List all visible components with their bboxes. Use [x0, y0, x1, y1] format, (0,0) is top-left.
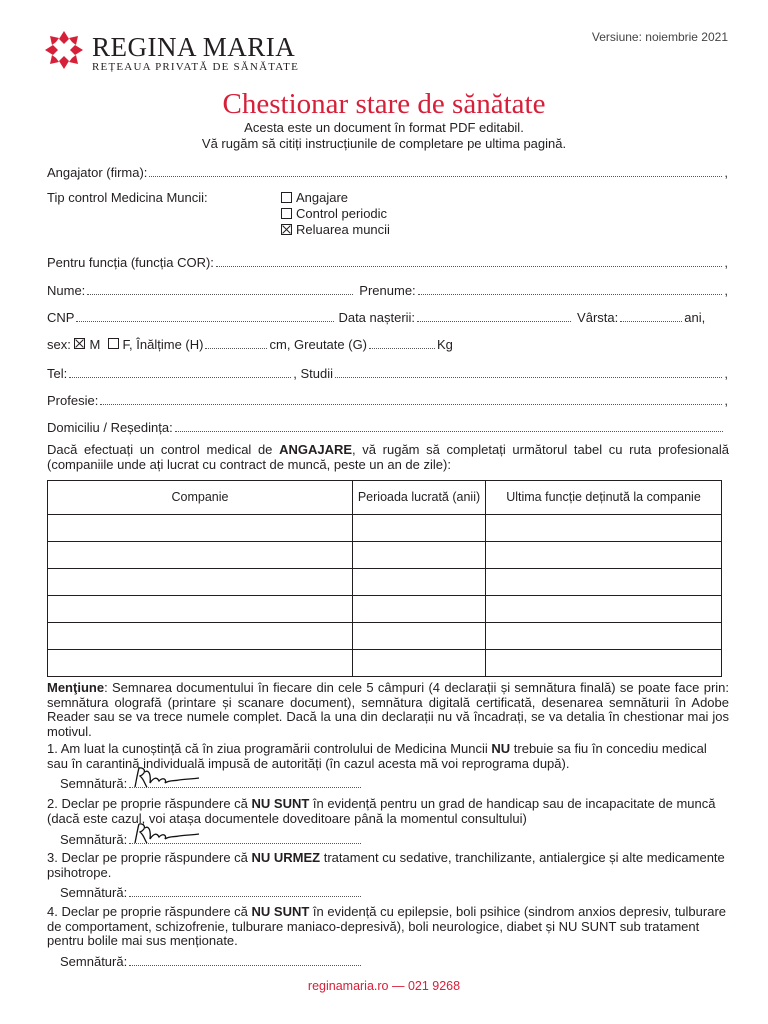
signature-label: Semnătură: — [60, 954, 128, 969]
signature-label: Semnătură: — [60, 885, 128, 900]
comma: , — [724, 255, 728, 270]
declaration-text: 4. Declar pe proprie răspundere că — [47, 904, 252, 919]
studies-label: , Studii — [293, 366, 333, 381]
intro-line-1: Acesta este un document în format PDF editabil. — [244, 120, 524, 135]
checkbox-control-periodic[interactable] — [281, 208, 292, 219]
employer-label: Angajator (firma): — [47, 165, 148, 180]
period-cell[interactable] — [353, 515, 486, 542]
signature-field-1[interactable] — [129, 787, 361, 788]
angajare-note — [47, 443, 729, 472]
profession-label: Profesie: — [47, 393, 99, 408]
height-label: Înălțime (H) — [136, 337, 204, 352]
company-cell[interactable] — [48, 542, 353, 569]
company-cell[interactable] — [48, 596, 353, 623]
age-label: Vârsta: — [577, 310, 619, 325]
phone-row — [47, 366, 728, 381]
name-label: Nume: — [47, 283, 86, 298]
signature-label: Semnătură: — [60, 832, 128, 847]
checkbox-angajare[interactable] — [281, 192, 292, 203]
address-input[interactable] — [175, 431, 723, 432]
mention-text: : Semnarea documentului în fiecare din cele 5 câmpuri (4 declarații și semnătura finală) se poate face prin: semnătura olografă (printare și scanare document), semnătura digitală certificată, desenarea semnăturii în Adobe Reader sau se va trece numele complet. Dacă la una din declarații nu vă încadrați, se va detalia în chestionar mai jos motivul. — [47, 680, 729, 739]
company-cell[interactable] — [48, 515, 353, 542]
period-cell[interactable] — [353, 623, 486, 650]
signature-row-3 — [60, 885, 363, 900]
table-row — [48, 515, 722, 542]
signature-field-3[interactable] — [129, 896, 361, 897]
cnp-label: CNP — [47, 310, 75, 325]
address-label: Domiciliu / Reședința: — [47, 420, 173, 435]
signature-row-4 — [60, 954, 363, 969]
note-text: , vă rugăm să completați următorul tabel cu ruta profesională (companiile unde ați lucrat cu contract de muncă, peste un an de zile): — [47, 442, 729, 472]
header-period: Perioada lucrată (anii) — [353, 481, 486, 515]
table-row — [48, 596, 722, 623]
studies-input[interactable] — [335, 377, 722, 378]
company-cell[interactable] — [48, 623, 353, 650]
declaration-text: 3. Declar pe proprie răspundere că — [47, 850, 252, 865]
period-cell[interactable] — [353, 596, 486, 623]
declaration-text: în evidență pentru un grad de handicap sau de incapacitate de muncă (dacă este cazul, voi atașa documentele doveditoare până la momentul consultului) — [47, 796, 716, 826]
period-cell[interactable] — [353, 650, 486, 677]
phone-label: Tel: — [47, 366, 68, 381]
signature-field-4[interactable] — [129, 965, 361, 966]
cnp-row — [47, 310, 728, 325]
intro-line-2: Vă rugăm să citiți instrucțiunile de completare pe ultima pagină. — [201, 136, 567, 151]
declaration-text: tratament cu sedative, tranchilizante, antialergice și alte medicamente psihotrope. — [47, 850, 725, 880]
mention-paragraph — [47, 681, 729, 739]
last-function-cell[interactable] — [486, 569, 722, 596]
sex-label: sex: — [47, 337, 71, 352]
function-input[interactable] — [216, 266, 722, 267]
name-input[interactable] — [87, 294, 353, 295]
signature-field-2[interactable] — [129, 843, 361, 844]
height-unit: cm, Greutate (G) — [269, 337, 368, 352]
declaration-bold: NU SUNT — [251, 904, 310, 919]
control-type-label: Tip control Medicina Muncii: — [47, 190, 208, 205]
comma: , — [724, 366, 728, 381]
declaration-text: trebuie sa fiu în concediu medical sau în carantină individuală impusă de autorități (în cazul acesta mă voi reprograma după). — [47, 741, 707, 771]
signature-row-2 — [60, 832, 363, 847]
employer-input[interactable] — [149, 176, 722, 177]
note-bold: ANGAJARE — [279, 442, 353, 457]
regina-maria-logo-icon — [44, 30, 84, 70]
address-row — [47, 420, 728, 435]
last-function-cell[interactable] — [486, 650, 722, 677]
header-last-function: Ultima funcție deținută la companie — [486, 481, 722, 515]
last-function-cell[interactable] — [486, 596, 722, 623]
company-cell[interactable] — [48, 569, 353, 596]
last-function-cell[interactable] — [486, 515, 722, 542]
document-title: Chestionar stare de sănătate — [222, 88, 546, 120]
footer-contact[interactable]: reginamaria.ro — 021 9268 — [307, 979, 461, 993]
version-label: Versiune: noiembrie 2021 — [591, 30, 728, 44]
cnp-input[interactable] — [76, 321, 334, 322]
profession-row — [47, 393, 728, 408]
declaration-bold: NU URMEZ — [251, 850, 321, 865]
phone-input[interactable] — [69, 377, 291, 378]
option-label: Angajare — [296, 190, 349, 205]
age-unit: ani, — [684, 310, 706, 325]
sex-row — [47, 337, 453, 352]
declaration-4 — [47, 905, 729, 949]
sex-f-label: F, — [122, 337, 133, 352]
employer-row — [47, 165, 728, 180]
brand-subtitle: REȚEAUA PRIVATĂ DE SĂNĂTATE — [92, 61, 300, 73]
signature-row-1 — [60, 776, 363, 791]
career-table — [47, 480, 722, 677]
table-row — [48, 623, 722, 650]
table-row — [48, 650, 722, 677]
weight-unit: Kg — [437, 337, 453, 352]
sex-m-label: M — [89, 337, 101, 352]
table-row — [48, 569, 722, 596]
option-reluarea-muncii[interactable] — [281, 222, 390, 238]
signature-label: Semnătură: — [60, 776, 128, 791]
table-header-row — [48, 481, 722, 515]
brand-name: REGINA MARIA — [92, 32, 296, 62]
checkbox-sex-f[interactable] — [108, 338, 119, 349]
header-company: Companie — [48, 481, 353, 515]
option-control-periodic[interactable] — [281, 206, 387, 222]
function-label: Pentru funcția (funcția COR): — [47, 255, 214, 270]
profession-input[interactable] — [100, 404, 722, 405]
name-row — [47, 283, 728, 298]
checkbox-sex-m[interactable] — [74, 338, 85, 349]
company-cell[interactable] — [48, 650, 353, 677]
declaration-3 — [47, 851, 729, 880]
period-cell[interactable] — [353, 569, 486, 596]
last-function-cell[interactable] — [486, 542, 722, 569]
birth-date-label: Data nașterii: — [338, 310, 416, 325]
handwritten-signature-icon — [131, 765, 201, 791]
first-name-input[interactable] — [418, 294, 723, 295]
table-row — [48, 542, 722, 569]
declaration-text: 2. Declar pe proprie răspundere că — [47, 796, 252, 811]
handwritten-signature-icon — [131, 821, 201, 847]
function-row — [47, 255, 728, 270]
declaration-text: în evidență cu epilepsie, boli psihice (sindrom anxios depresiv, tulburare de comportament, schizofrenie, tulburare maniaco-depresivă), boli neurologice, diabet și NU SUNT sub tratament pentru bolile mai sus menționate. — [47, 904, 727, 948]
weight-input[interactable] — [369, 348, 435, 349]
height-input[interactable] — [205, 348, 267, 349]
declaration-bold: NU — [491, 741, 511, 756]
declaration-text: 1. Am luat la cunoștință că în ziua programării controlului de Medicina Muncii — [47, 741, 492, 756]
option-label: Control periodic — [296, 206, 388, 221]
comma: , — [724, 393, 728, 408]
comma: , — [724, 283, 728, 298]
age-input[interactable] — [620, 321, 682, 322]
last-function-cell[interactable] — [486, 623, 722, 650]
birth-date-input[interactable] — [417, 321, 571, 322]
first-name-label: Prenume: — [359, 283, 416, 298]
option-label: Reluarea muncii — [296, 222, 390, 237]
checkbox-reluarea-muncii[interactable] — [281, 224, 292, 235]
note-text: Dacă efectuați un control medical de — [47, 442, 280, 457]
option-angajare[interactable] — [281, 190, 348, 206]
declaration-bold: NU SUNT — [251, 796, 310, 811]
period-cell[interactable] — [353, 542, 486, 569]
mention-bold: Menţiune — [47, 680, 105, 695]
comma: , — [724, 165, 728, 180]
